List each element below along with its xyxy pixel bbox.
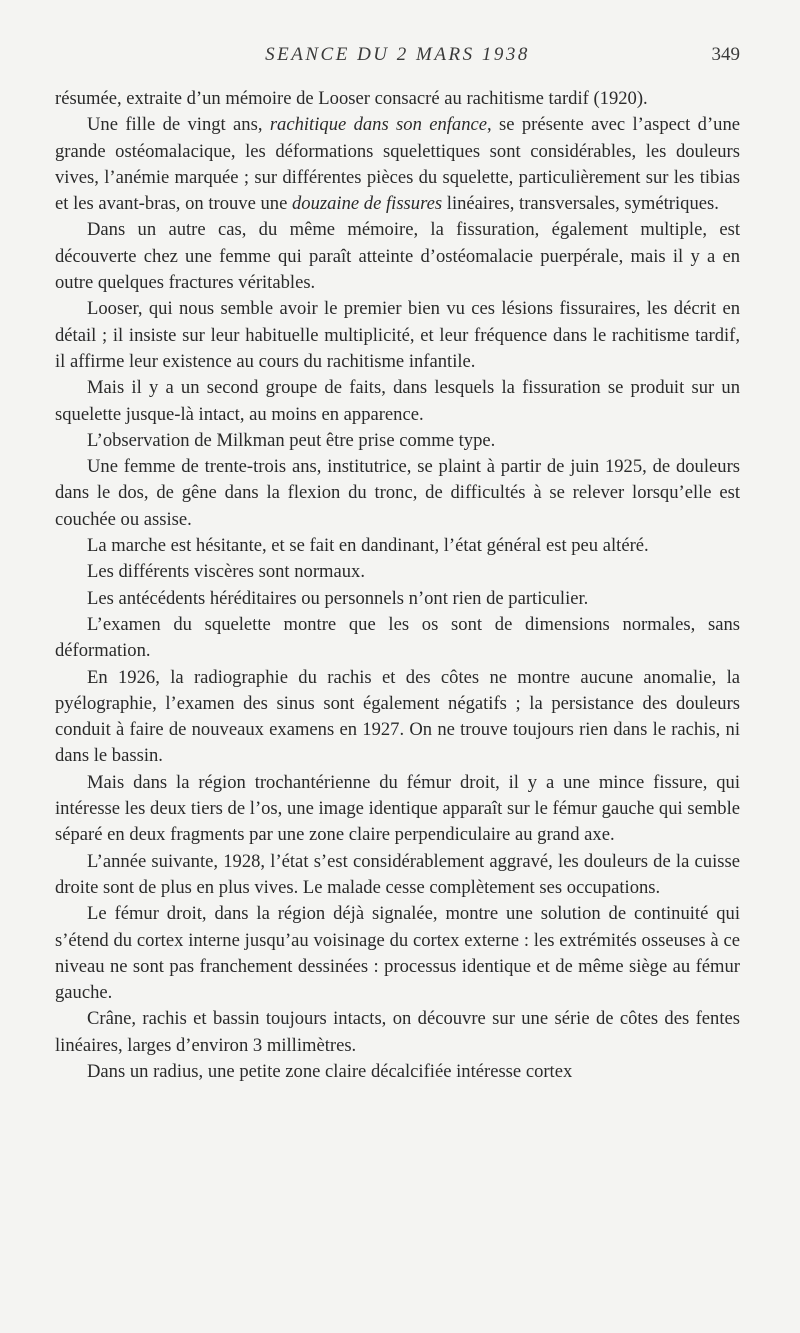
page-number: 349: [711, 44, 740, 65]
paragraph: L’année suivante, 1928, l’état s’est considérablement aggravé, les douleurs de la cuisse droite sont de plus en plus vives. Le malade cesse complètement ses occupations.: [55, 850, 740, 898]
emphasis-text: douzaine de fissures: [292, 193, 443, 215]
paragraph: Les différents viscères sont normaux.: [87, 561, 365, 583]
paragraph: Looser, qui nous semble avoir le premier bien vu ces lésions fissuraires, les décrit en détail ; il insiste sur leur habituelle multiplicité, et leur fréquence dans le rachitisme tardif, il affirme leur existence au cours du rachitisme infantile.: [55, 298, 740, 372]
paragraph: Crâne, rachis et bassin toujours intacts, on découvre sur une série de côtes des fentes linéaires, larges d’environ 3 millimètres.: [55, 1008, 740, 1056]
paragraph: résumée, extraite d’un mémoire de Looser consacré au rachitisme tardif (1920).: [55, 88, 648, 109]
paragraph-text: , se présente avec l’aspect d’une grande ostéomalacique, les déformations squelettiques sont considérables, les douleurs vives, l’anémie marquée ; sur différentes pièces du squelette, particulièrement sur les tibias et les avant-bras, on trouve une: [55, 114, 740, 215]
emphasis-text: rachitique dans son enfance: [269, 114, 488, 136]
paragraph: [55, 112, 740, 217]
paragraph-text: linéaires, transversales, symétriques.: [442, 193, 719, 215]
paragraph: Les antécédents héréditaires ou personnels n’ont rien de particulier.: [87, 587, 589, 609]
body-text: [55, 86, 740, 1085]
paragraph: L’observation de Milkman peut être prise comme type.: [87, 429, 496, 451]
paragraph: Mais dans la région trochantérienne du fémur droit, il y a une mince fissure, qui intéresse les deux tiers de l’os, une image identique apparaît sur le fémur gauche qui semble séparé en deux fragments par une zone claire perpendiculaire au grand axe.: [55, 771, 740, 846]
paragraph: Le fémur droit, dans la région déjà signalée, montre une solution de continuité qui s’étend du cortex interne jusqu’au voisinage du cortex externe : les extrémités osseuses à ce niveau ne sont pas franchement dessinées : processus identique et de même siège au fémur gauche.: [55, 903, 740, 1004]
paragraph: Dans un radius, une petite zone claire décalcifiée intéresse cortex: [87, 1060, 573, 1082]
running-title: SEANCE DU 2 MARS 1938: [265, 44, 530, 65]
paragraph-text: Une fille de vingt ans,: [87, 114, 270, 136]
paragraph: La marche est hésitante, et se fait en dandinant, l’état général est peu altéré.: [87, 535, 649, 557]
paragraph: Mais il y a un second groupe de faits, dans lesquels la fissuration se produit sur un squelette jusque-là intact, au moins en apparence.: [55, 377, 740, 425]
paragraph: L’examen du squelette montre que les os sont de dimensions normales, sans déformation.: [55, 613, 740, 662]
running-head: [55, 44, 740, 74]
paragraph: Dans un autre cas, du même mémoire, la fissuration, également multiple, est découverte chez une femme qui paraît atteinte d’ostéomalacie puerpérale, mais il y a en outre quelques fractures véritables.: [55, 219, 740, 294]
paragraph: Une femme de trente-trois ans, institutrice, se plaint à partir de juin 1925, de douleurs dans le dos, de gêne dans la flexion du tronc, de difficultés à se relever lorsqu’elle est couchée ou assise.: [55, 456, 740, 530]
paragraph: En 1926, la radiographie du rachis et des côtes ne montre aucune anomalie, la pyélographie, l’examen des sinus sont également négatifs ; la persistance des douleurs conduit à faire de nouveaux examens en 1927. On ne trouve toujours rien dans le rachis, ni dans le bassin.: [55, 666, 740, 767]
